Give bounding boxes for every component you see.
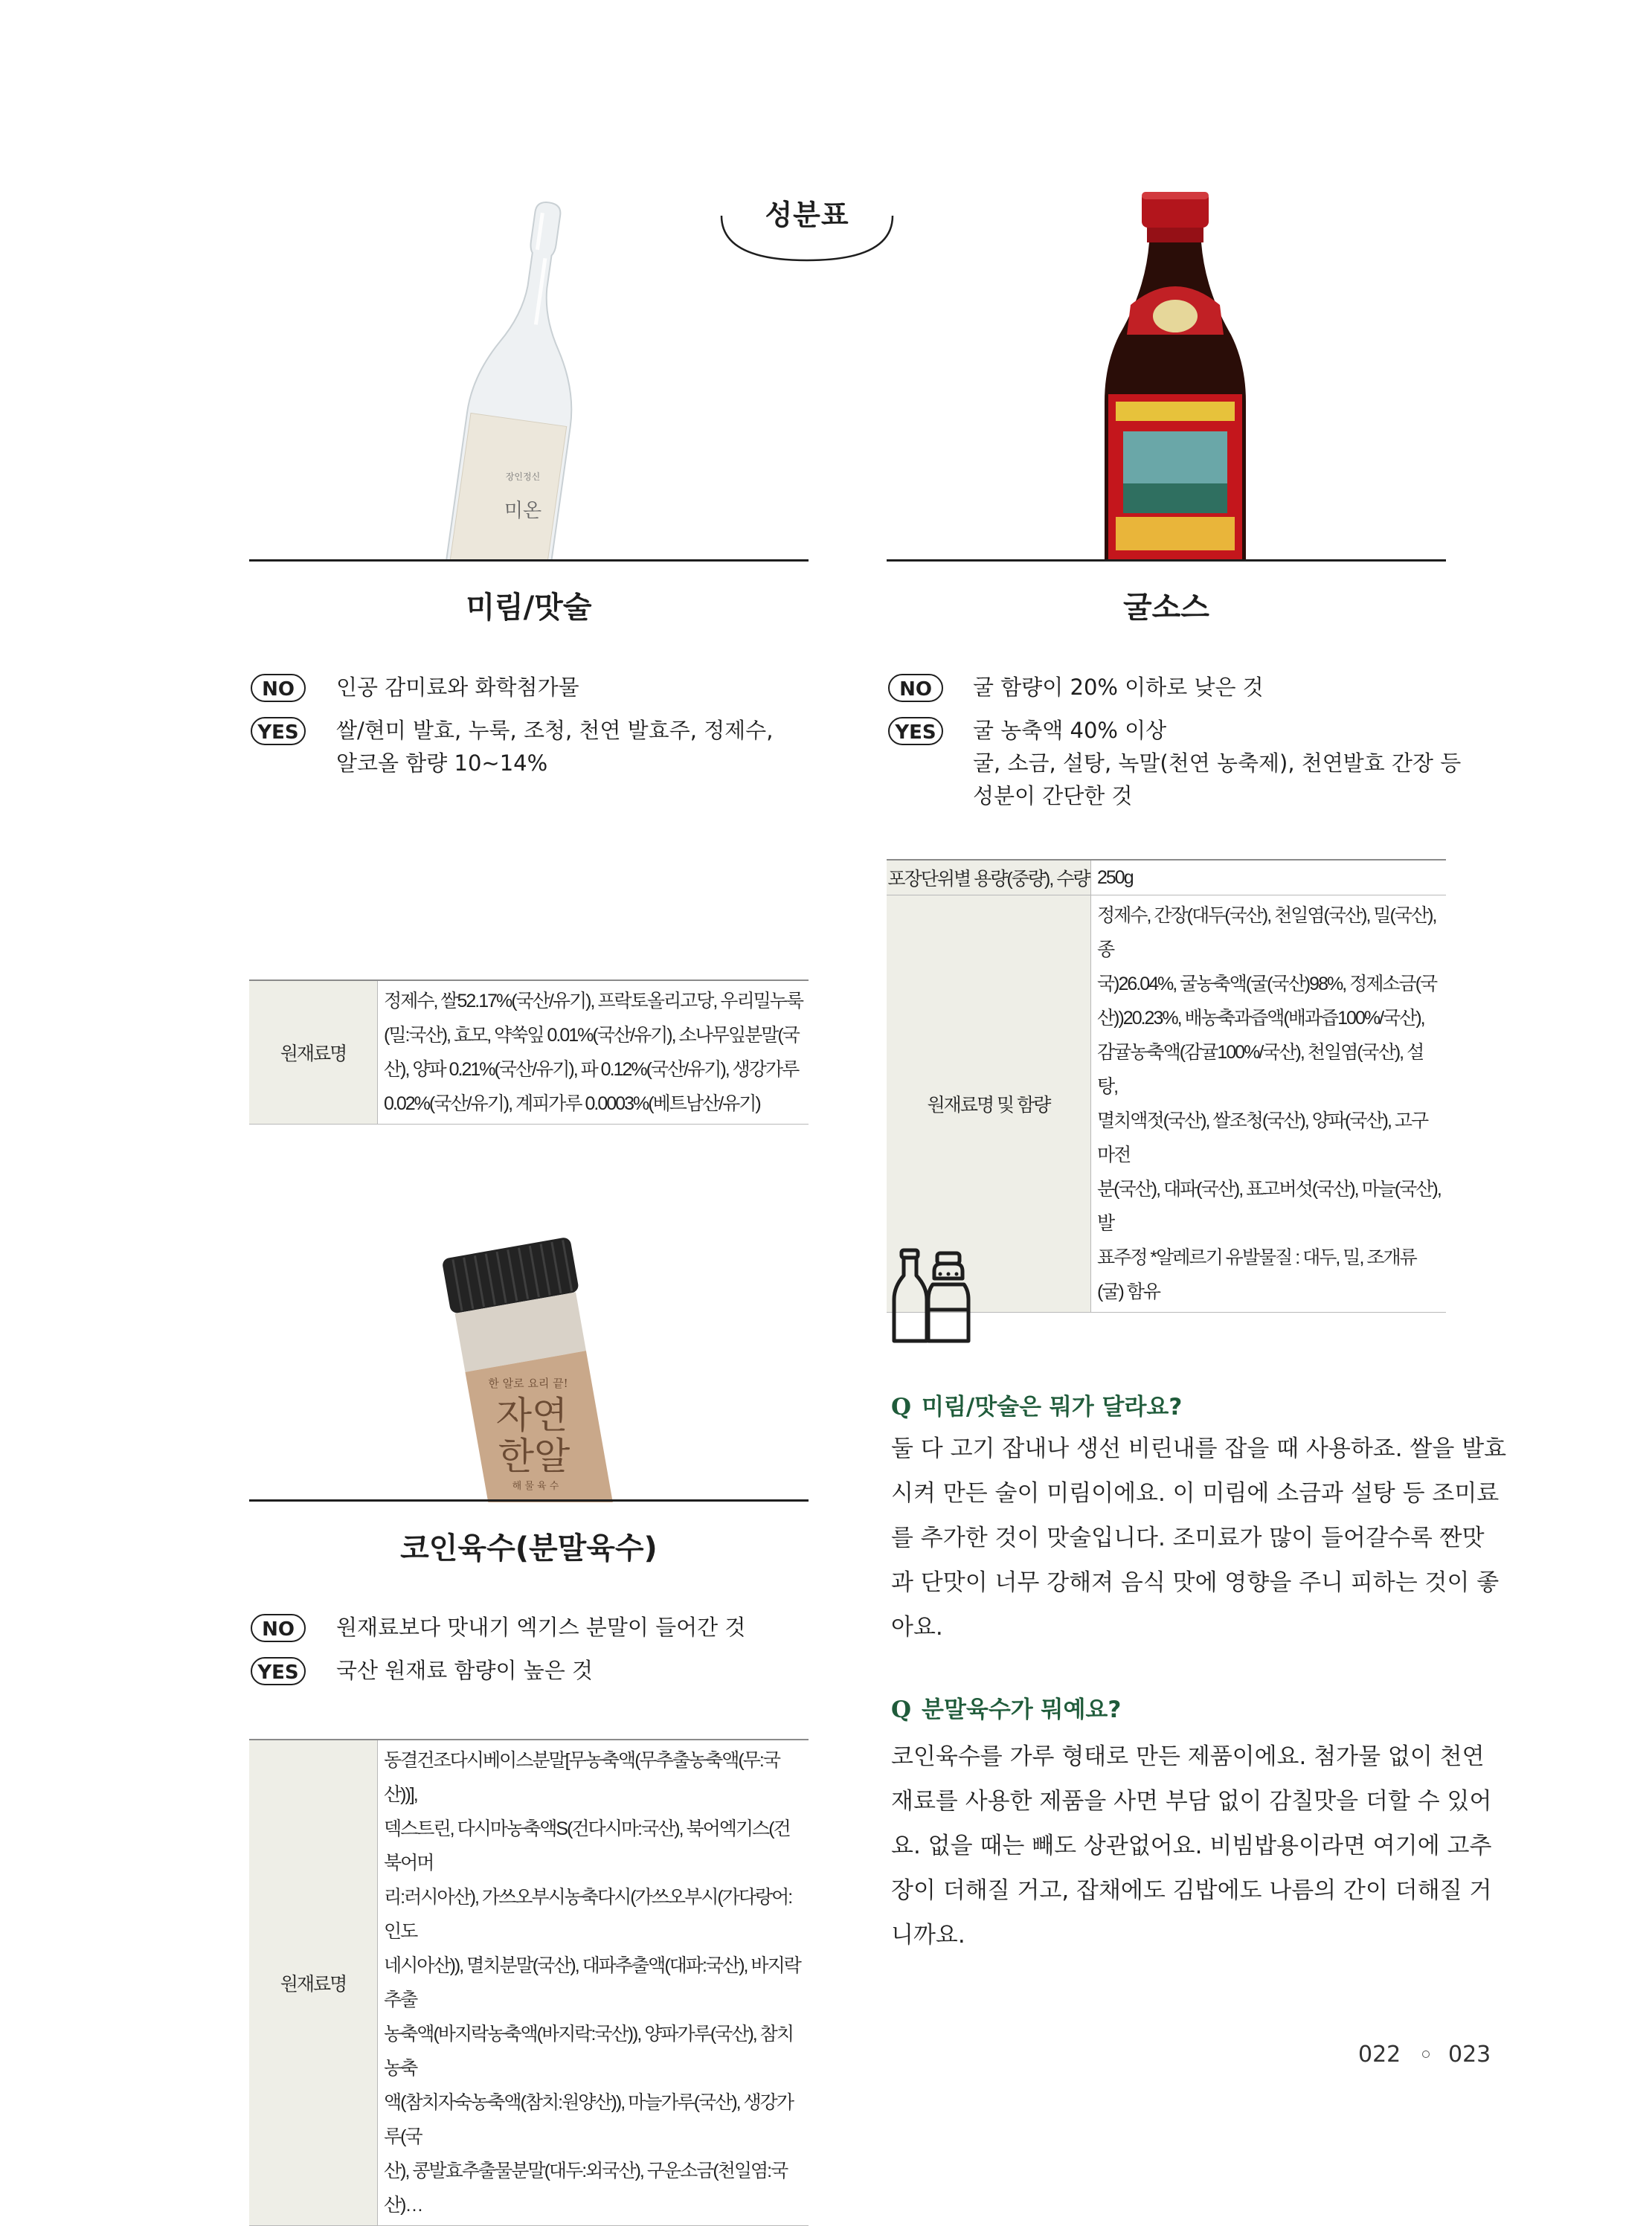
oyster-table-row1-value: 250g [1091, 860, 1447, 895]
coin-broth-jar-image [424, 1227, 632, 1502]
qa-answer-1-line: 둘 다 고기 잡내나 생선 비린내를 잡을 때 사용하죠. 쌀을 발효 [891, 1435, 1507, 1462]
oyster-no-badge: NO [888, 674, 943, 702]
mirim-table-line: 정제수, 쌀52.17%(국산/유기), 프락토올리고당, 우리밀누룩 [384, 991, 803, 1011]
oyster-table-line: 표주정 *알레르기 유발물질 : 대두, 밀, 조개류(굴) 함유 [1097, 1247, 1416, 1302]
oyster-no-text: 굴 함량이 20% 이하로 낮은 것 [973, 675, 1264, 700]
coin-label-tagline: 한 알로 요리 끝! [488, 1377, 568, 1390]
coin-yes-text: 국산 원재료 함량이 높은 것 [336, 1658, 594, 1683]
coin-table-value [378, 1740, 809, 2226]
qa-answer-1 [891, 1426, 1506, 1650]
qa-answer-2-line: 니까요. [891, 1922, 965, 1949]
mirim-label-brand: 장인정신 [505, 472, 541, 482]
mirim-table-value [378, 980, 809, 1125]
coin-no-badge: NO [251, 1614, 306, 1642]
mirim-yes-text-1: 쌀/현미 발효, 누룩, 조청, 천연 발효주, 정제수, [336, 718, 774, 743]
coin-table-line: 네시아산)), 멸치분말(국산), 대파추출액(대파:국산), 바지락추출 [384, 1955, 800, 2010]
coin-ingredients-table [249, 1739, 809, 2226]
coin-label-sub: 해 물 육 수 [512, 1481, 559, 1492]
mirim-yes-text-2: 알코올 함량 10~14% [336, 750, 548, 776]
coin-no-text: 원재료보다 맛내기 엑기스 분말이 들어간 것 [336, 1615, 746, 1640]
qa-question-2-text: 분말육수가 뭐예요? [922, 1696, 1122, 1723]
oyster-ingredients-table [887, 859, 1446, 1313]
qa-answer-1-line: 과 단맛이 너무 강해져 음식 맛에 영향을 주니 피하는 것이 좋 [891, 1569, 1500, 1596]
oyster-table-row1-label: 포장단위별 용량(중량), 수량 [887, 860, 1091, 895]
coin-table-label: 원재료명 [249, 1740, 378, 2226]
oyster-divider [887, 559, 1446, 562]
mirim-table-line: 산), 양파 0.21%(국산/유기), 파 0.12%(국산/유기), 생강가루 [384, 1059, 799, 1080]
oyster-table-line: 정제수, 간장(대두(국산), 천일염(국산), 밀(국산), 종 [1097, 905, 1436, 960]
page-number-right: 023 [1448, 2042, 1491, 2068]
oyster-table-row2-value [1091, 895, 1447, 1313]
coin-table-line: 리:러시아산), 가쓰오부시농축다시(가쓰오부시(가다랑어:인도 [384, 1887, 792, 1942]
coin-table-line: 액(참치자숙농축액(참치:원양산)), 마늘가루(국산), 생강가루(국 [384, 2092, 793, 2147]
oyster-title: 굴소스 [1123, 591, 1209, 625]
qa-answer-1-line: 아요. [891, 1614, 943, 1641]
page-title: 성분표 [765, 199, 849, 231]
page-number-left: 022 [1358, 2042, 1401, 2068]
oyster-table-line: 국)26.04%, 굴농축액(굴(국산)98%, 정제소금(국 [1097, 974, 1437, 994]
coin-label-word2: 한알 [498, 1435, 571, 1478]
coin-divider [249, 1499, 809, 1502]
oyster-table-line: 산))20.23%, 배농축과즙액(배과즙100%/국산), [1097, 1008, 1424, 1029]
oyster-table-row2-label: 원재료명 및 함량 [887, 895, 1091, 1313]
mirim-no-text: 인공 감미료와 화학첨가물 [336, 675, 579, 700]
coin-title: 코인육수(분말육수) [400, 1531, 658, 1566]
oyster-table-line: 분(국산), 대파(국산), 표고버섯(국산), 마늘(국산), 발 [1097, 1179, 1441, 1234]
qa-answer-2-line: 재료를 사용한 제품을 사면 부담 없이 감칠맛을 더할 수 있어 [891, 1788, 1492, 1815]
page-separator-dot [1422, 2050, 1430, 2058]
mirim-divider [249, 559, 809, 562]
coin-yes-badge: YES [251, 1657, 306, 1685]
oyster-yes-badge: YES [888, 717, 943, 745]
oyster-sauce-bottle-image [1086, 186, 1264, 562]
q-mark-icon: Q [891, 1394, 912, 1421]
q-mark-icon: Q [891, 1696, 912, 1723]
mirim-table-line: (밀:국산), 효모, 약쑥잎 0.01%(국산/유기), 소나무잎분말(국 [384, 1025, 799, 1046]
mirim-table-label: 원재료명 [249, 980, 378, 1125]
coin-table-line: 농축액(바지락농축액(바지락:국산)), 양파가루(국산), 참치농축 [384, 2024, 793, 2079]
oyster-table-line: 감귤농축액(감귤100%/국산), 천일염(국산), 설탕, [1097, 1042, 1424, 1097]
mirim-no-badge: NO [251, 674, 306, 702]
coin-table-line: 산), 콩발효추출물분말(대두:외국산), 구운소금(천일염:국산)… [384, 2161, 788, 2216]
qa-answer-1-line: 를 추가한 것이 맛술입니다. 조미료가 많이 들어갈수록 짠맛 [891, 1525, 1485, 1551]
bottles-icon [891, 1246, 973, 1346]
qa-question-1-text: 미림/맛술은 뭐가 달라요? [922, 1394, 1183, 1421]
coin-table-line: 동결건조다시베이스분말[무농축액(무추출농축액(무:국산))], [384, 1750, 780, 1805]
coin-table-line: 덱스트린, 다시마농축액S(건다시마:국산), 북어엑기스(건북어머 [384, 1818, 790, 1873]
oyster-yes-text-2: 굴, 소금, 설탕, 녹말(천연 농축제), 천연발효 간장 등 [973, 750, 1462, 776]
oyster-yes-text-3: 성분이 간단한 것 [973, 783, 1133, 808]
mirim-table-line: 0.02%(국산/유기), 계피가루 0.0003%(베트남산/유기) [384, 1093, 760, 1114]
oyster-table-line: 멸치액젓(국산), 쌀조청(국산), 양파(국산), 고구마전 [1097, 1110, 1428, 1165]
mirim-ingredients-table [249, 979, 809, 1125]
qa-answer-2-line: 코인육수를 가루 형태로 만든 제품이에요. 첨가물 없이 천연 [891, 1743, 1485, 1770]
mirim-title: 미림/맛술 [466, 591, 592, 625]
oyster-yes-text-1: 굴 농축액 40% 이상 [973, 718, 1167, 743]
qa-question-1 [891, 1388, 1182, 1421]
qa-answer-2 [891, 1734, 1491, 1958]
qa-answer-2-line: 장이 더해질 거고, 잡채에도 김밥에도 나름의 간이 더해질 거 [891, 1877, 1492, 1904]
qa-answer-2-line: 요. 없을 때는 빼도 상관없어요. 비빔밥용이라면 여기에 고추 [891, 1833, 1492, 1859]
mirim-bottle-image [424, 197, 625, 562]
coin-label-word1: 자연 [495, 1394, 568, 1437]
qa-question-2 [891, 1691, 1121, 1724]
qa-answer-1-line: 시켜 만든 술이 미림이에요. 이 미림에 소금과 설탕 등 조미료 [891, 1480, 1500, 1507]
mirim-label-name: 미온 [504, 500, 542, 522]
mirim-yes-badge: YES [251, 717, 306, 745]
